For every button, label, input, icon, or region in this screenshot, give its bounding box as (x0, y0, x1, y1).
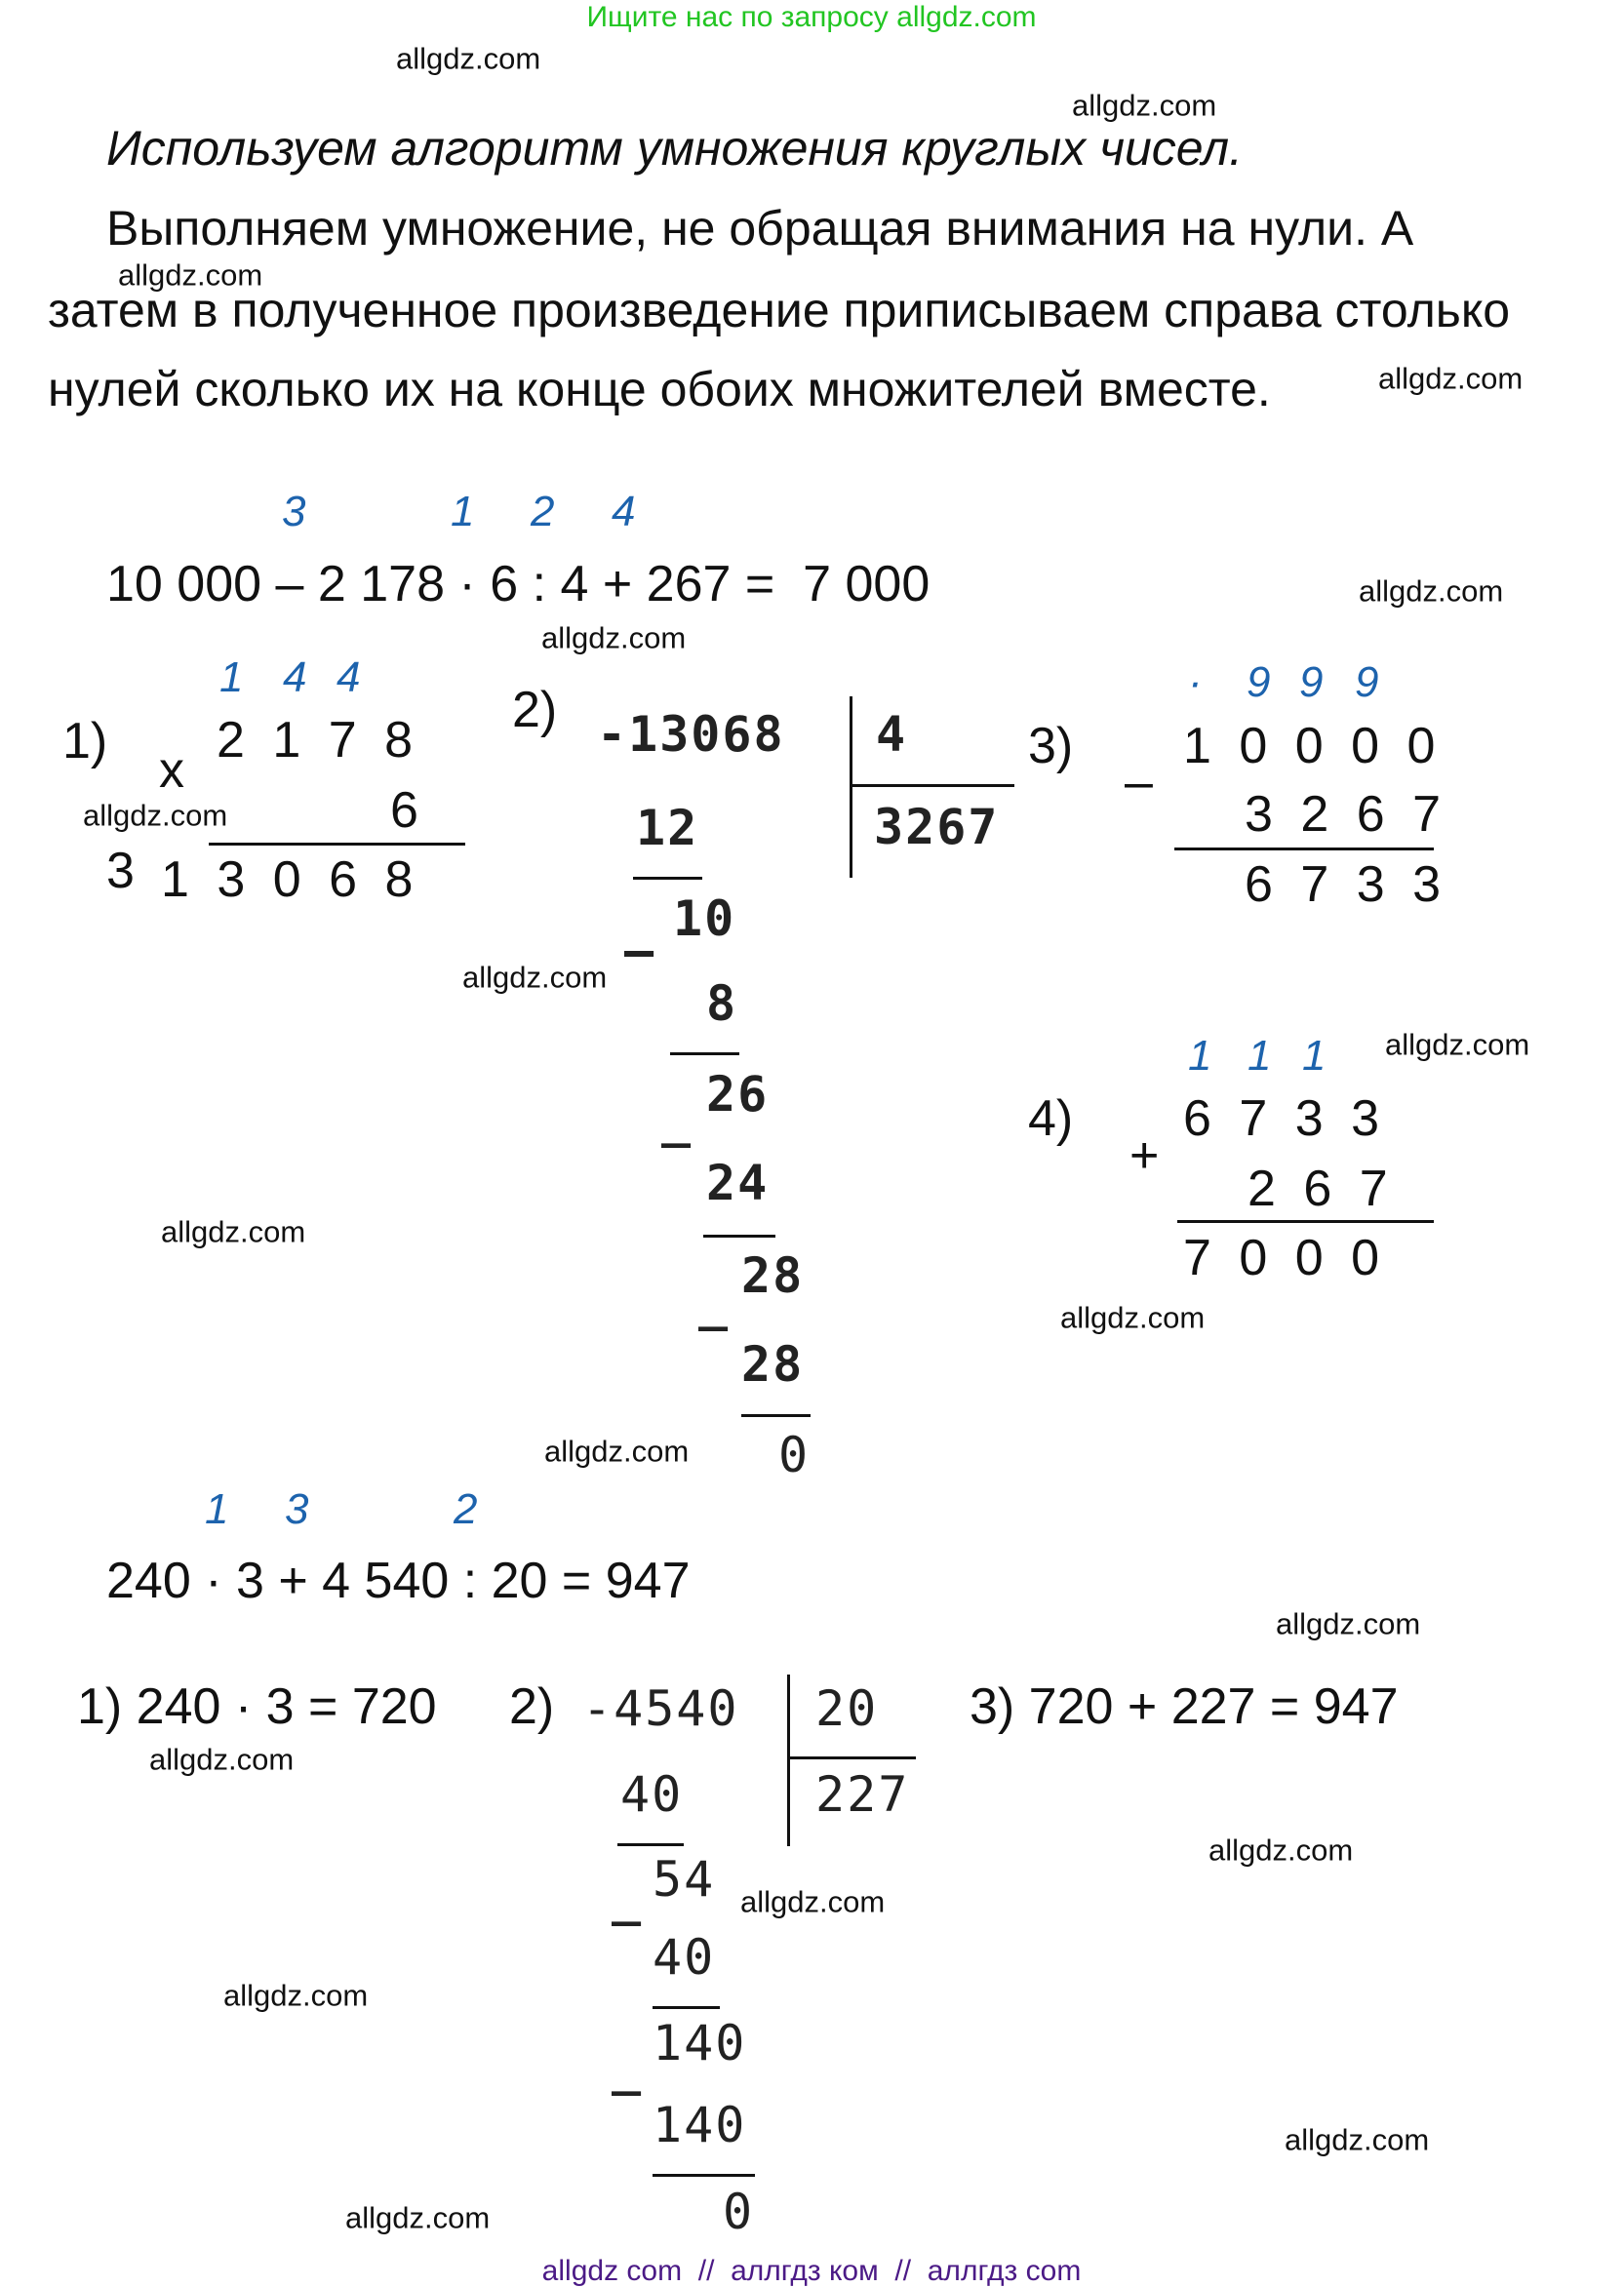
watermark: allgdz.com (1359, 573, 1504, 609)
addend-1: 6 7 3 3 (1183, 1090, 1380, 1147)
division-bar (850, 784, 1014, 787)
partial: 54 (653, 1851, 716, 1908)
step-3: 3) 720 + 227 = 947 (970, 1678, 1399, 1735)
partial: 140 (653, 2015, 747, 2071)
plus-sign: + (1129, 1127, 1160, 1184)
divider-line (653, 2006, 720, 2009)
partial: 28 (741, 1247, 805, 1304)
watermark: allgdz.com (1385, 1027, 1530, 1062)
divider-line (741, 1414, 811, 1417)
partial: 140 (653, 2097, 747, 2153)
division-bar (787, 1675, 790, 1846)
watermark: allgdz.com (161, 1214, 306, 1249)
watermark: allgdz.com (1208, 1833, 1354, 1868)
watermark: allgdz.com (541, 620, 687, 655)
minus-sign: _ (612, 1870, 644, 1926)
footer-links: allgdz com // аллгдз ком // аллгдз com (541, 2255, 1082, 2287)
step-1: 1) 240 · 3 = 720 (77, 1678, 437, 1735)
watermark: allgdz.com (118, 257, 263, 293)
divider-line (1174, 848, 1434, 850)
dividend: -4540 (582, 1680, 739, 1737)
order-mark: 1 (451, 488, 475, 535)
quotient: 3267 (874, 799, 1000, 855)
intro-line-4: нулей сколько их на конце обоих множителей вместе. (48, 362, 1271, 416)
watermark: allgdz.com (396, 41, 541, 76)
minus-sign: _ (661, 1091, 693, 1148)
partial: 12 (636, 800, 699, 856)
multiply-sign: x (159, 742, 184, 799)
watermark: allgdz.com (1378, 361, 1524, 396)
watermark: allgdz.com (740, 1884, 886, 1919)
remainder: 0 (778, 1427, 811, 1483)
partial: 28 (741, 1336, 805, 1393)
step-label: 4) (1028, 1090, 1074, 1147)
watermark: allgdz.com (1276, 1606, 1421, 1641)
carry-digit: 4 (283, 653, 307, 701)
carry-digit: 1 (1188, 1032, 1212, 1080)
product: 1 3 0 6 8 (161, 851, 414, 908)
difference: 6 7 3 3 (1245, 856, 1442, 913)
step-label: 3) (1028, 718, 1074, 774)
carry-digit: 1 (1248, 1032, 1272, 1080)
divider-line (653, 2174, 755, 2177)
divider-line (209, 843, 465, 846)
watermark: allgdz.com (544, 1434, 690, 1469)
partial: 40 (620, 1766, 684, 1823)
divider-line (1177, 1220, 1434, 1223)
divider-line (617, 1843, 684, 1846)
watermark: allgdz.com (83, 798, 228, 833)
watermark: allgdz.com (223, 1978, 369, 2013)
partial: 40 (653, 1929, 716, 1986)
carry-digit: 9 (1355, 658, 1379, 706)
order-mark: 1 (205, 1485, 229, 1533)
partial: 24 (706, 1155, 770, 1211)
divisor: 20 (815, 1680, 879, 1737)
sum: 7 0 0 0 (1183, 1230, 1380, 1286)
addend-2: 2 6 7 (1248, 1161, 1388, 1217)
divider-line (633, 877, 702, 880)
expression-2: 240 · 3 + 4 540 : 20 = 947 (106, 1553, 691, 1609)
step-label: 2) (512, 682, 558, 738)
carry-digit: 4 (337, 653, 361, 701)
carry-digit: · (1188, 658, 1203, 706)
intro-line-3: затем в полученное произведение приписываем справа столько (48, 283, 1511, 337)
minus-sign: _ (612, 2039, 644, 2096)
divider-line (703, 1235, 775, 1238)
carry-digit: 9 (1247, 658, 1271, 706)
partial: 26 (706, 1066, 770, 1123)
watermark: allgdz.com (1285, 2122, 1430, 2157)
minus-sign: – (624, 923, 656, 979)
remainder: 0 (723, 2184, 755, 2240)
minus-sign: _ (698, 1275, 731, 1331)
watermark: allgdz.com (345, 2200, 491, 2235)
order-mark: 3 (282, 488, 306, 535)
watermark: allgdz.com (1072, 88, 1217, 123)
order-mark: 4 (612, 488, 636, 535)
search-banner: Ищите нас по запросу allgdz.com (586, 1, 1037, 33)
multiplicand: 2 1 7 8 (217, 712, 414, 769)
carry-digit: 1 (219, 653, 244, 701)
order-mark: 2 (531, 488, 555, 535)
step-label: 1) (62, 713, 108, 769)
step-label: 2) (509, 1678, 555, 1735)
multiplier: 6 (390, 782, 418, 839)
divisor: 4 (876, 706, 908, 763)
order-mark: 3 (285, 1485, 309, 1533)
divider-line (670, 1052, 739, 1055)
minuend: 1 0 0 0 0 (1183, 718, 1436, 774)
expression-1: 10 000 – 2 178 · 6 : 4 + 267 = 7 000 (106, 556, 931, 612)
intro-line-1: Используем алгоритм умножения круглых чисел. (106, 121, 1243, 176)
watermark: allgdz.com (149, 1742, 295, 1777)
order-mark: 2 (454, 1485, 478, 1533)
carry-out: 3 (106, 843, 135, 899)
partial: 8 (706, 975, 738, 1032)
watermark: allgdz.com (462, 960, 608, 995)
watermark: allgdz.com (1060, 1300, 1206, 1335)
minus-sign: – (1125, 754, 1153, 810)
quotient: 227 (815, 1766, 910, 1823)
dividend: -13068 (597, 706, 785, 763)
carry-digit: 1 (1302, 1032, 1327, 1080)
partial: 10 (673, 890, 736, 947)
division-bar (850, 696, 852, 878)
division-bar (787, 1756, 916, 1759)
carry-digit: 9 (1299, 658, 1324, 706)
subtrahend: 3 2 6 7 (1245, 786, 1442, 843)
intro-line-2: Выполняем умножение, не обращая внимания на нули. А (106, 201, 1414, 256)
